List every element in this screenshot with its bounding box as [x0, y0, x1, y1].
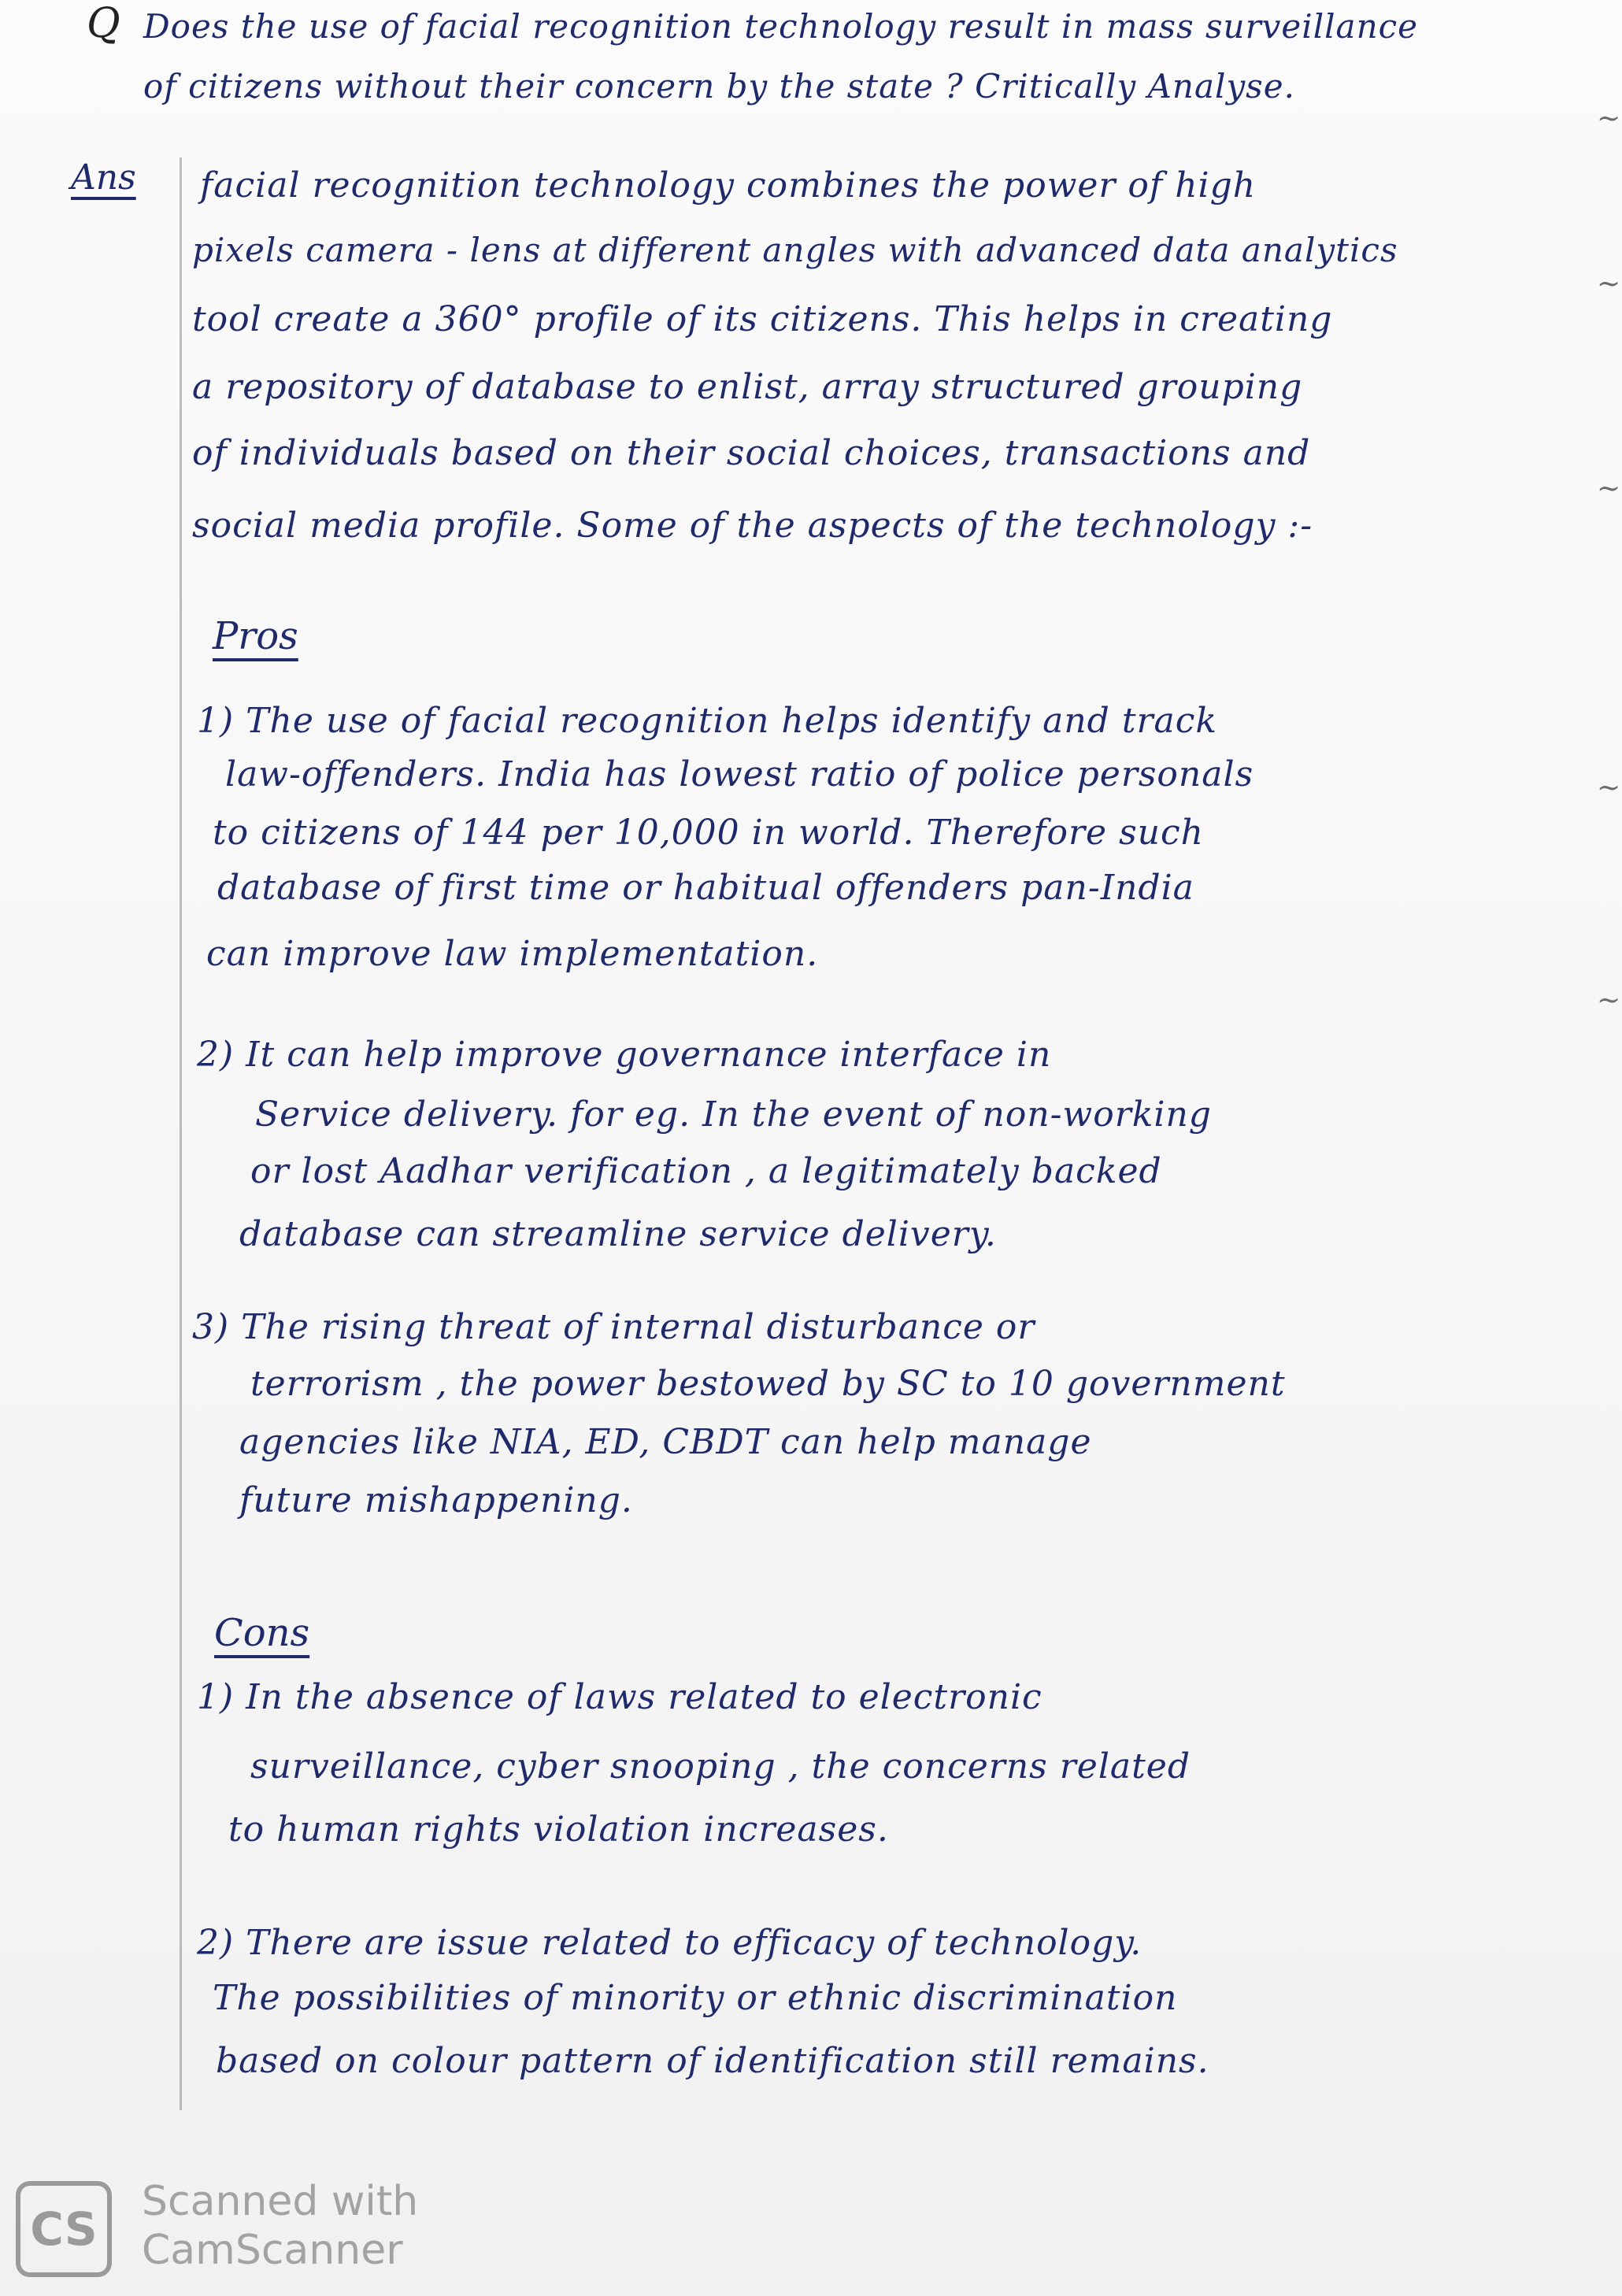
watermark-line-2: CamScanner	[142, 2227, 403, 2274]
answer-line-2: pixels camera - lens at different angles with advanced data analytics	[192, 231, 1398, 269]
pros-point-1-line-2: law-offenders. India has lowest ratio of police personals	[225, 754, 1254, 794]
pros-point-2-line-4: database can streamline service delivery.	[239, 1214, 997, 1254]
cons-heading: Cons	[214, 1611, 310, 1655]
camscanner-watermark	[16, 2178, 441, 2276]
question-line-1: Does the use of facial recognition technology result in mass surveillance	[143, 7, 1419, 46]
watermark-line-1: Scanned with	[142, 2178, 419, 2225]
edge-scribble: ~	[1597, 984, 1621, 1017]
pros-point-1-line-1: 1) The use of facial recognition helps identify and track	[197, 701, 1218, 741]
pros-point-1-line-3: to citizens of 144 per 10,000 in world. Therefore such	[213, 813, 1204, 853]
cons-point-1-line-1: 1) In the absence of laws related to electronic	[197, 1677, 1042, 1717]
cons-point-2-line-1: 2) There are issue related to efficacy of technology.	[197, 1923, 1142, 1963]
pros-point-3-line-3: agencies like NIA, ED, CBDT can help manage	[239, 1422, 1092, 1462]
answer-line-1: facial recognition technology combines the power of high	[200, 165, 1257, 206]
pros-point-2-line-2: Service delivery. for eg. In the event of non-working	[255, 1094, 1212, 1135]
answer-line-5: of individuals based on their social choices, transactions and	[192, 433, 1311, 473]
pros-point-3-line-4: future mishappening.	[239, 1480, 633, 1520]
camscanner-logo: CS	[16, 2181, 112, 2277]
edge-scribble: ~	[1597, 268, 1621, 300]
pros-point-3-line-2: terrorism , the power bestowed by SC to 10 government	[250, 1364, 1286, 1404]
edge-scribble: ~	[1597, 772, 1621, 804]
cons-point-2-line-3: based on colour pattern of identification still remains.	[216, 2041, 1209, 2081]
pros-point-3-line-1: 3) The rising threat of internal disturbance or	[192, 1307, 1035, 1347]
margin-line	[180, 157, 182, 2110]
cons-point-1-line-2: surveillance, cyber snooping , the concerns related	[250, 1746, 1191, 1787]
pros-point-2-line-3: or lost Aadhar verification , a legitimately backed	[250, 1151, 1162, 1191]
pros-point-1-line-5: can improve law implementation.	[206, 934, 819, 974]
answer-label: Ans	[71, 157, 136, 198]
answer-line-6: social media profile. Some of the aspects of the technology :-	[192, 505, 1313, 546]
pros-point-2-line-1: 2) It can help improve governance interface in	[197, 1035, 1052, 1075]
cons-point-1-line-3: to human rights violation increases.	[228, 1809, 889, 1850]
answer-line-4: a repository of database to enlist, array structured grouping	[192, 367, 1303, 407]
pros-heading: Pros	[213, 614, 298, 658]
pros-point-1-line-4: database of first time or habitual offenders pan-India	[217, 868, 1194, 908]
edge-scribble: ~	[1597, 102, 1621, 135]
cons-point-2-line-2: The possibilities of minority or ethnic discrimination	[213, 1978, 1178, 2018]
question-line-2: of citizens without their concern by the state ? Critically Analyse.	[143, 67, 1295, 106]
edge-scribble: ~	[1597, 472, 1621, 505]
question-marker: Q	[87, 0, 120, 47]
answer-line-3: tool create a 360° profile of its citizens. This helps in creating	[192, 299, 1333, 339]
